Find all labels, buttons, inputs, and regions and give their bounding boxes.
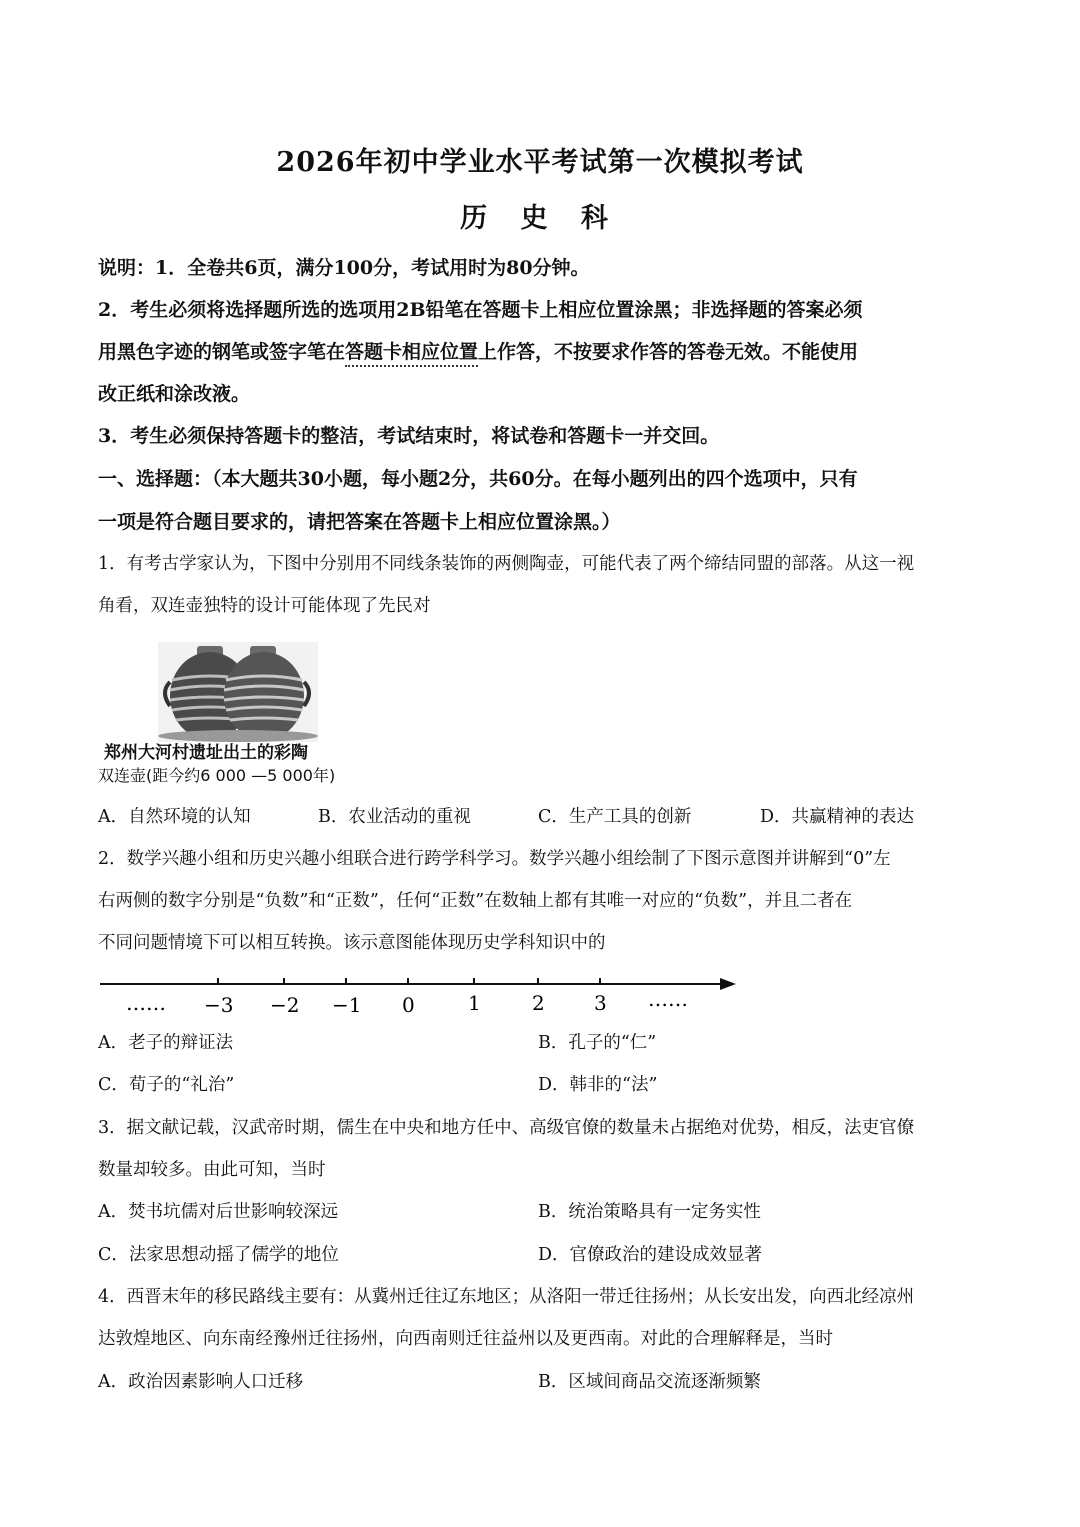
q2-option-d[interactable]: D．韩非的“法” bbox=[538, 1075, 658, 1095]
q3-stem-line-2: 数量却较多。由此可知，当时 bbox=[98, 1160, 326, 1180]
number-line-diagram bbox=[96, 970, 756, 1020]
number-line-label: 3 bbox=[594, 991, 607, 1015]
section-heading-line-2: 一项是符合题目要求的，请把答案在答题卡上相应位置涂黑。） bbox=[98, 511, 621, 533]
q3-option-b[interactable]: B．统治策略具有一定务实性 bbox=[538, 1202, 761, 1222]
number-line-label: 2 bbox=[532, 991, 545, 1015]
q4-stem-line-2: 达敦煌地区、向东南经豫州迁往扬州，向西南则迁往益州以及更西南。对此的合理解释是，当时 bbox=[98, 1329, 833, 1349]
q2-stem-line-2: 右两侧的数字分别是“负数”和“正数”，任何“正数”在数轴上都有其唯一对应的“负数”，并且二者在 bbox=[98, 891, 853, 911]
q1-figure-caption-2: 双连壶(距今约6 000 —5 000年) bbox=[98, 766, 336, 785]
q2-stem-line-3: 不同问题情境下可以相互转换。该示意图能体现历史学科知识中的 bbox=[98, 933, 606, 953]
instruction-line-3-pre: 用黑色字迹的钢笔或签字笔在 bbox=[98, 341, 346, 363]
q2-option-a[interactable]: A．老子的辩证法 bbox=[98, 1033, 234, 1053]
instruction-line-4: 改正纸和涂改液。 bbox=[98, 383, 251, 405]
q2-option-c[interactable]: C．荀子的“礼治” bbox=[98, 1075, 235, 1095]
q2-option-b[interactable]: B．孔子的“仁” bbox=[538, 1033, 657, 1053]
instruction-line-3 bbox=[98, 339, 988, 365]
number-line-label: 1 bbox=[468, 991, 481, 1015]
q1-stem-line-1: 1．有考古学家认为，下图中分别用不同线条装饰的两侧陶壶，可能代表了两个缔结同盟的部落。从这一视 bbox=[98, 554, 915, 574]
exam-subject: 历 史 科 bbox=[460, 203, 620, 234]
instruction-emphasis: 答题卡相应位置 bbox=[345, 341, 478, 367]
q1-option-d[interactable]: D．共赢精神的表达 bbox=[760, 807, 915, 827]
instruction-line-5: 3．考生必须保持答题卡的整洁，考试结束时，将试卷和答题卡一并交回。 bbox=[98, 425, 720, 447]
number-line-label: −3 bbox=[204, 993, 234, 1017]
q1-stem-line-2: 角看，双连壶独特的设计可能体现了先民对 bbox=[98, 596, 431, 616]
q4-stem-line-1: 4．西晋末年的移民路线主要有：从冀州迁往辽东地区；从洛阳一带迁往扬州；从长安出发，向西北经凉州 bbox=[98, 1287, 915, 1307]
q1-figure-caption-1: 郑州大河村遗址出土的彩陶 bbox=[104, 743, 308, 763]
q4-option-a[interactable]: A．政治因素影响人口迁移 bbox=[98, 1372, 304, 1392]
number-line-right-dots: …… bbox=[648, 987, 688, 1011]
number-line-label: −2 bbox=[270, 993, 300, 1017]
q1-option-c[interactable]: C．生产工具的创新 bbox=[538, 807, 692, 827]
q4-option-b[interactable]: B．区域间商品交流逐渐频繁 bbox=[538, 1372, 761, 1392]
exam-title: 2026年初中学业水平考试第一次模拟考试 bbox=[276, 147, 804, 178]
number-line-left-dots: …… bbox=[126, 991, 166, 1015]
q2-stem-line-1: 2．数学兴趣小组和历史兴趣小组联合进行跨学科学习。数学兴趣小组绘制了下图示意图并讲解到“0”左 bbox=[98, 849, 891, 869]
q1-option-b[interactable]: B．农业活动的重视 bbox=[318, 807, 471, 827]
instruction-line-2: 2．考生必须将选择题所选的选项用2B铅笔在答题卡上相应位置涂黑；非选择题的答案必须 bbox=[98, 299, 863, 321]
q3-option-d[interactable]: D．官僚政治的建设成效显著 bbox=[538, 1245, 763, 1265]
q3-option-c[interactable]: C．法家思想动摇了儒学的地位 bbox=[98, 1245, 339, 1265]
number-line-arrow bbox=[720, 978, 736, 990]
q1-option-a[interactable]: A．自然环境的认知 bbox=[98, 807, 251, 827]
number-line-label: 0 bbox=[402, 993, 415, 1017]
instruction-line-1: 说明：1．全卷共6页，满分100分，考试用时为80分钟。 bbox=[98, 257, 590, 279]
q3-stem-line-1: 3．据文献记载，汉武帝时期，儒生在中央和地方任中、高级官僚的数量未占据绝对优势，相反，法吏官僚 bbox=[98, 1118, 915, 1138]
section-heading-line-1: 一、选择题：（本大题共30小题，每小题2分，共60分。在每小题列出的四个选项中，只有 bbox=[98, 468, 858, 490]
q3-option-a[interactable]: A．焚书坑儒对后世影响较深远 bbox=[98, 1202, 339, 1222]
number-line-label: −1 bbox=[332, 993, 362, 1017]
instruction-line-3-post: 上作答，不按要求作答的答卷无效。不能使用 bbox=[478, 341, 859, 363]
